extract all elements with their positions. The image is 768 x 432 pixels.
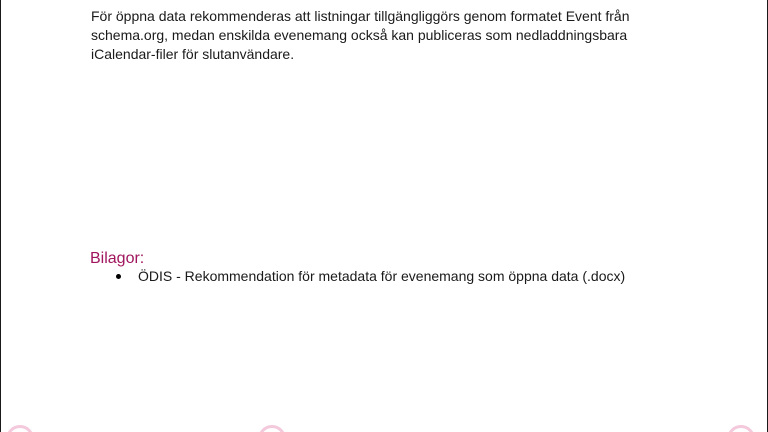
attachments-list: [91, 267, 651, 286]
attachment-label[interactable]: ÖDIS - Rekommendation för metadata för evenemang som öppna data (.docx): [138, 268, 626, 284]
attachments-heading: Bilagor:: [90, 250, 145, 267]
bullet-icon: [116, 274, 121, 279]
attachment-item[interactable]: [91, 267, 651, 286]
body-paragraph: För öppna data rekommenderas att listningar tillgängliggörs genom formatet Event från schema.org, medan enskilda evenemang också kan publiceras som nedladdningsbara iCalendar-filer för slutanvändare.: [91, 8, 630, 62]
